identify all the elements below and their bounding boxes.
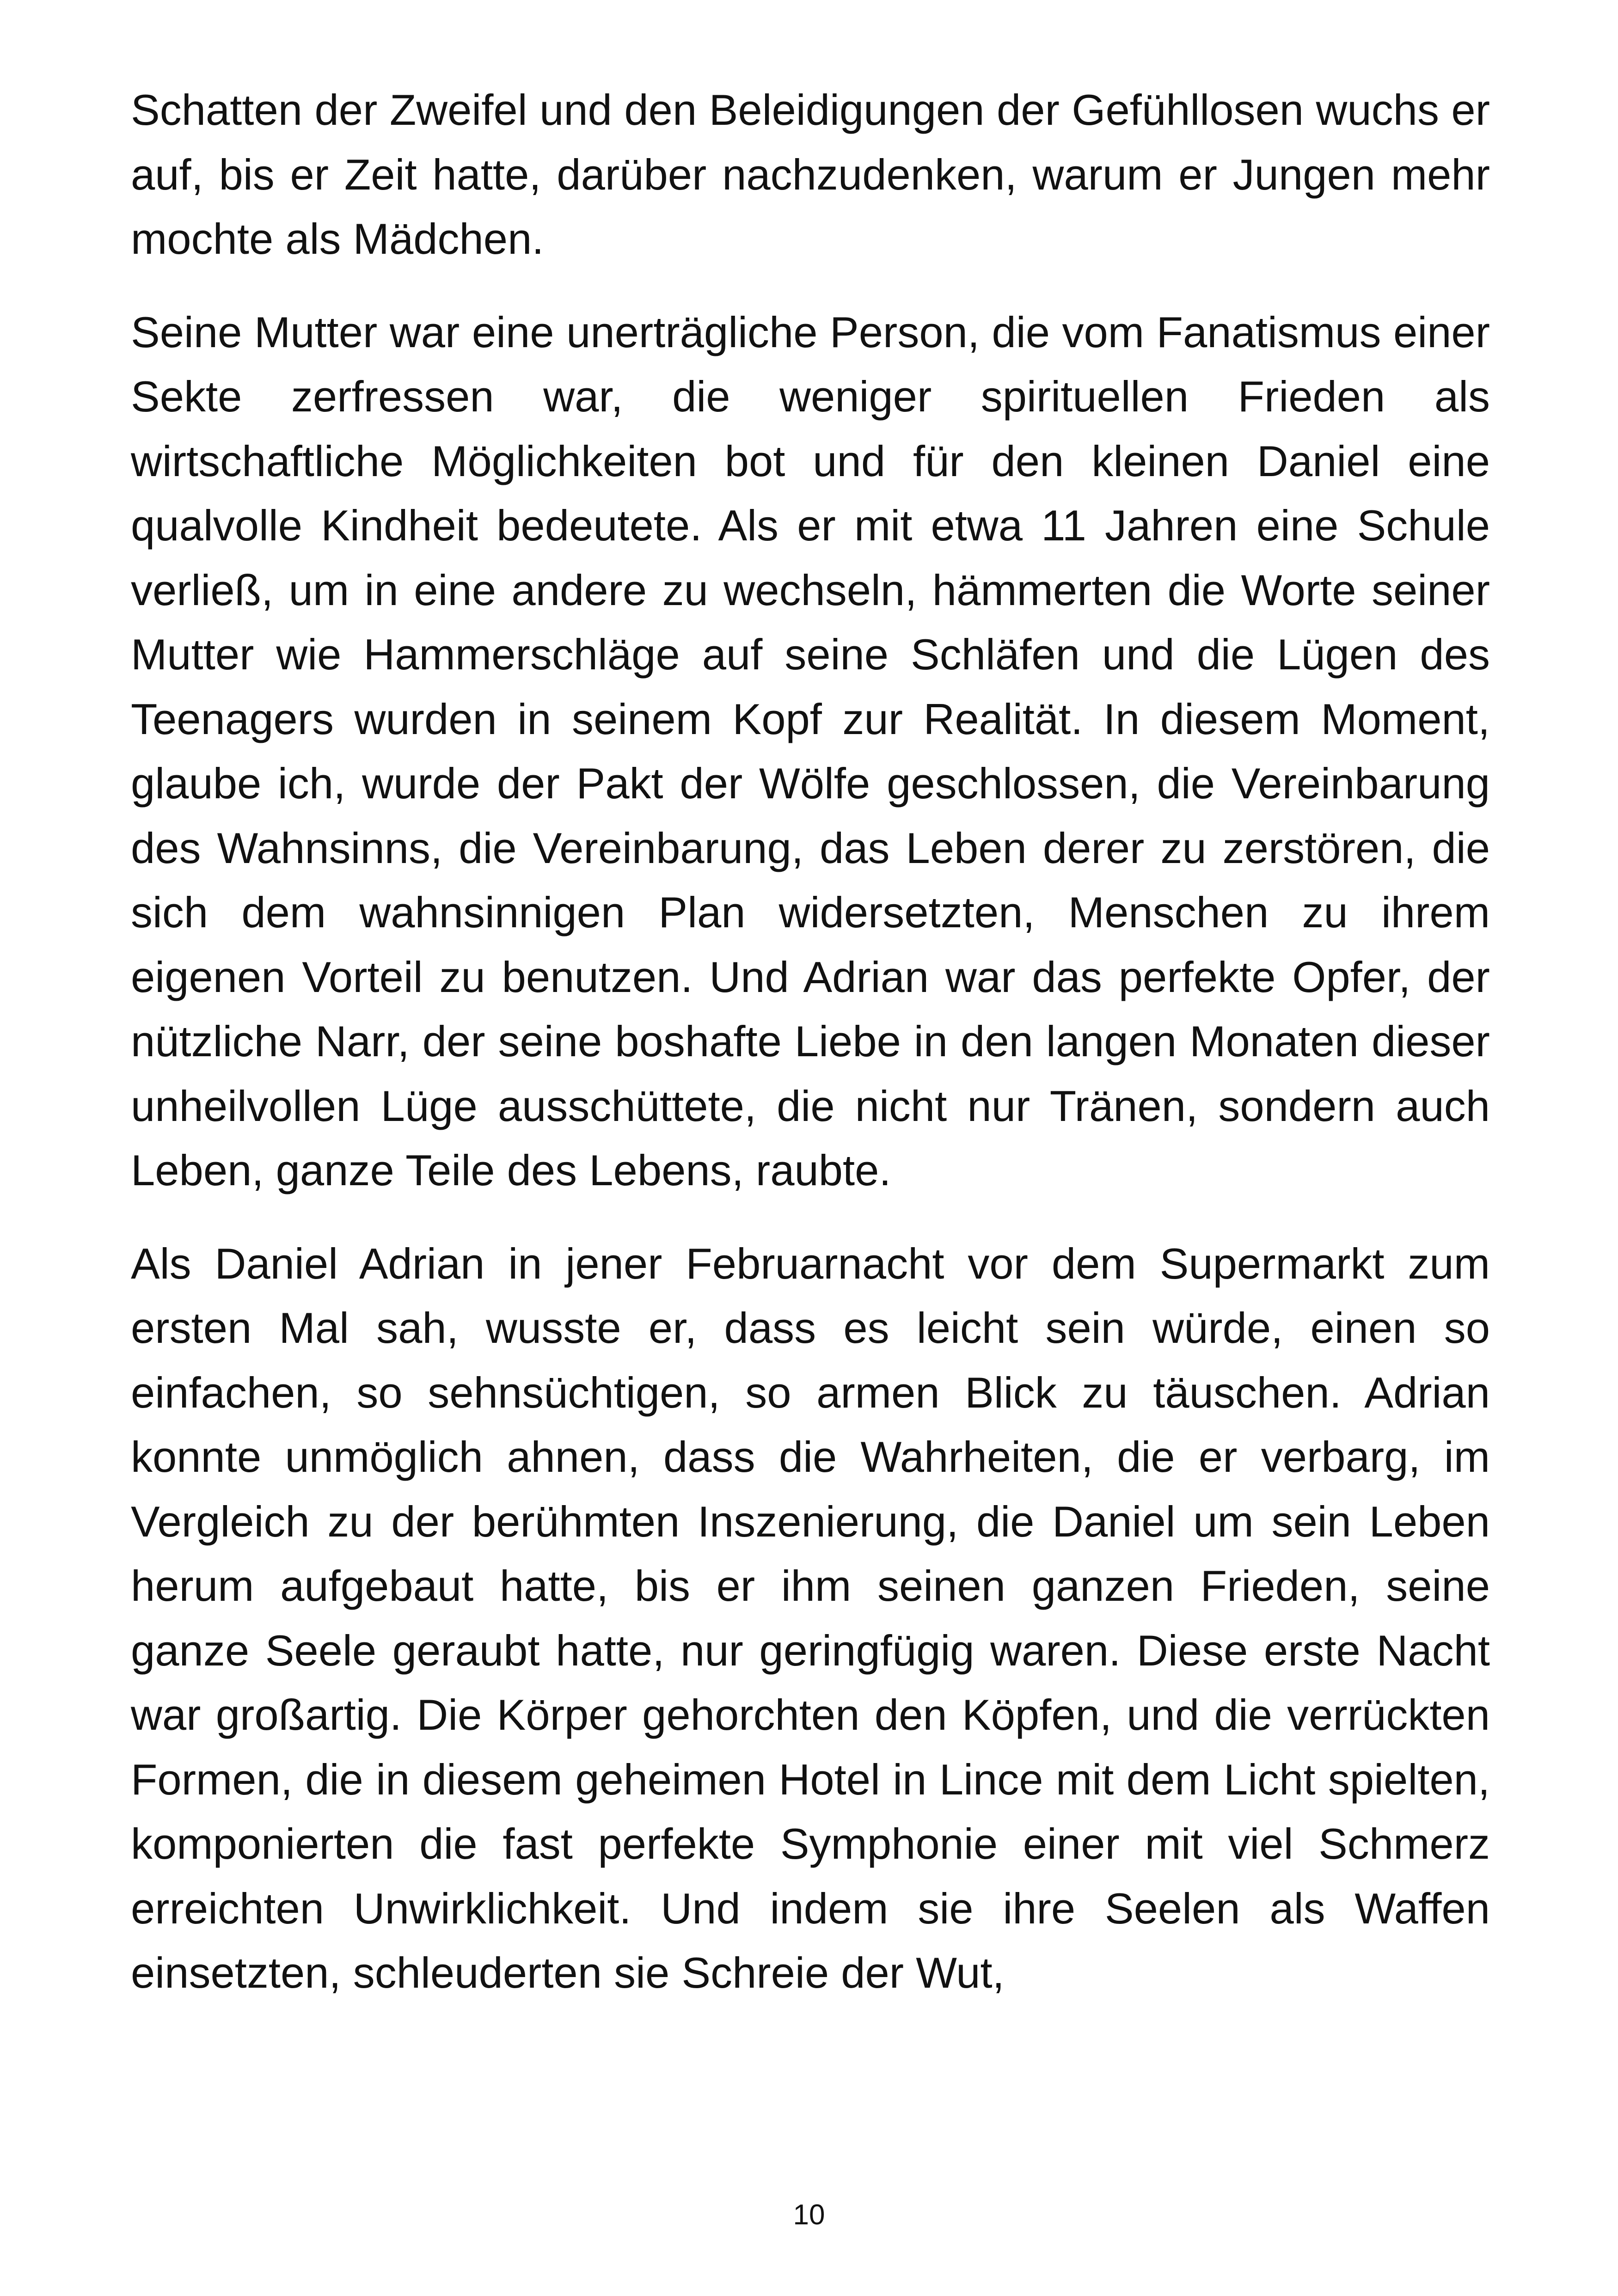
- body-text: [131, 78, 1490, 2005]
- page-number: 10: [793, 2199, 825, 2231]
- paragraph-1: Schatten der Zweifel und den Beleidigungen der Gefühllosen wuchs er auf, bis er Zeit hatte, darüber nachzudenken, warum er Jungen mehr mochte als Mädchen.: [131, 86, 1490, 263]
- paragraph-3: Als Daniel Adrian in jener Februarnacht vor dem Supermarkt zum ersten Mal sah, wusste er, dass es leicht sein würde, einen so einfachen, so sehnsüchtigen, so armen Blick zu täuschen. Adrian konnte unmöglich ahnen, dass die Wahrheiten, die er verbarg, im Vergleich zu der berühmten Inszenierung, die Daniel um sein Leben herum aufgebaut hatte, bis er ihm seinen ganzen Frieden, seine ganze Seele geraubt hatte, nur geringfügig waren. Diese erste Nacht war großartig. Die Körper gehorchten den Köpfen, und die verrückten Formen, die in diesem geheimen Hotel in Lince mit dem Licht spielten, komponierten die fast perfekte Symphonie einer mit viel Schmerz erreichten Unwirklichkeit. Und indem sie ihre Seelen als Waffen einsetzten, schleuderten sie Schreie der Wut,: [131, 1239, 1490, 1997]
- paragraph-2: Seine Mutter war eine unerträgliche Person, die vom Fanatismus einer Sekte zerfressen war, die weniger spirituellen Frieden als wirtschaftliche Möglichkeiten bot und für den kleinen Daniel eine qualvolle Kindheit bedeutete. Als er mit etwa 11 Jahren eine Schule verließ, um in eine andere zu wechseln, hämmerten die Worte seiner Mutter wie Hammerschläge auf seine Schläfen und die Lügen des Teenagers wurden in seinem Kopf zur Realität. In diesem Moment, glaube ich, wurde der Pakt der Wölfe geschlossen, die Vereinbarung des Wahnsinns, die Vereinbarung, das Leben derer zu zerstören, die sich dem wahnsinnigen Plan widersetzten, Menschen zu ihrem eigenen Vorteil zu benutzen. Und Adrian war das perfekte Opfer, der nützliche Narr, der seine boshafte Liebe in den langen Monaten dieser unheilvollen Lüge ausschüttete, die nicht nur Tränen, sondern auch Leben, ganze Teile des Lebens, raubte.: [131, 307, 1490, 1194]
